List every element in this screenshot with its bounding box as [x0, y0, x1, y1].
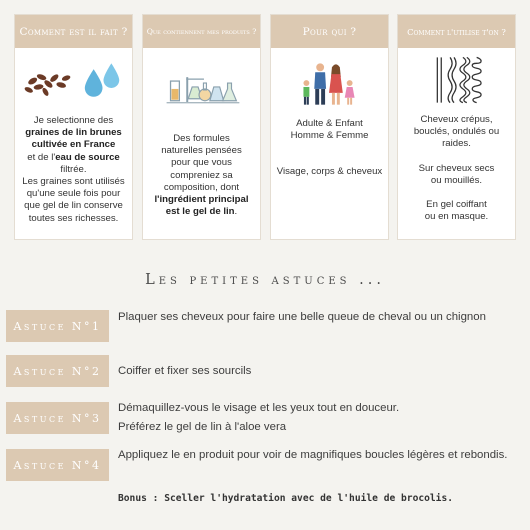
card-title-text: Comment l'utilise t'on ? — [407, 26, 506, 37]
text-line: Je selectionne des — [33, 115, 114, 126]
family-icon — [271, 59, 388, 111]
card-product-contents-title — [143, 15, 260, 48]
text-line: que gel de lin conserve — [24, 200, 123, 212]
section-title — [0, 272, 530, 288]
tip-text-3 — [118, 399, 520, 437]
section-title-text: Les petites astuces ... — [145, 272, 385, 288]
tip-label-3 — [6, 402, 109, 434]
tip-label-text: Astuce N°2 — [13, 364, 102, 378]
text-line: qu'une seule fois pour — [26, 188, 121, 200]
text-line: ou en masque. — [424, 211, 489, 223]
tip-text-line: Démaquillez-vous le visage et les yeux tout en douceur. — [118, 402, 400, 414]
card-how-used-text — [402, 114, 511, 223]
text-fragment-bold: eau de source — [55, 151, 120, 163]
tip-label-text: Astuce N°4 — [13, 458, 102, 472]
tip-text-4: Appliquez le en produit pour voir de magnifiques boucles légères et rebondis. — [118, 449, 508, 461]
text-line: pour que vous — [171, 157, 232, 169]
card-how-made — [14, 14, 133, 240]
text-line-bold: l'ingrédient principal — [154, 194, 249, 206]
tip-text-line: Préférez le gel de lin à l'aloe vera — [118, 421, 287, 433]
tip-label-text: Astuce N°1 — [13, 319, 102, 333]
card-for-whom — [270, 14, 389, 240]
text-line: En gel coiffant — [426, 199, 487, 211]
flax-seeds-water-drops-icon — [15, 59, 132, 111]
text-line: Visage, corps & cheveux — [276, 166, 383, 178]
text-line: Homme & Femme — [290, 130, 369, 142]
text-fragment: . — [234, 206, 238, 218]
card-how-used-title — [398, 15, 515, 48]
card-how-made-text — [19, 115, 128, 225]
text-line: Sur cheveux secs — [418, 162, 495, 174]
hair-types-icon — [398, 55, 515, 107]
card-for-whom-text — [275, 118, 384, 179]
text-line: composition, dont — [163, 181, 240, 193]
text-line: Cheveux crépus, — [420, 114, 493, 125]
text-line: filtrée. — [60, 163, 87, 175]
tip-label-2 — [6, 355, 109, 387]
card-product-contents — [142, 14, 261, 240]
tip-text-1: Plaquer ses cheveux pour faire une belle queue de cheval ou un chignon — [118, 311, 486, 323]
text-fragment: et de l' — [27, 151, 56, 163]
text-line: compreniez sa — [170, 169, 233, 181]
text-line: naturelles pensées — [161, 145, 242, 157]
text-line: Les graines sont utilisés — [22, 176, 125, 188]
info-cards — [0, 0, 530, 250]
card-title-text: Que contiennent mes produits ? — [146, 27, 257, 36]
text-line: toutes ses richesses. — [28, 212, 119, 224]
card-how-used — [397, 14, 516, 240]
text-line: Des formules — [173, 133, 230, 144]
tip-label-text: Astuce N°3 — [13, 411, 102, 425]
card-title-text: Pour qui ? — [302, 25, 357, 38]
text-fragment-bold: est le gel de lin — [165, 206, 235, 218]
text-line: Adulte & Enfant — [296, 118, 363, 129]
card-for-whom-title — [271, 15, 388, 48]
card-title-text: Comment est il fait ? — [19, 25, 128, 38]
card-how-made-title — [15, 15, 132, 48]
tip-label-4 — [6, 449, 109, 481]
tip-text-2: Coiffer et fixer ses sourcils — [118, 365, 252, 377]
text-line: ou mouillés. — [430, 174, 483, 186]
text-line: bouclés, ondulés ou — [413, 126, 500, 138]
card-product-contents-text — [147, 133, 256, 218]
tip-label-1 — [6, 310, 109, 342]
text-line: raides. — [442, 138, 471, 150]
bonus-note: Bonus : Sceller l'hydratation avec de l'huile de brocolis. — [118, 493, 454, 504]
lab-flasks-icon — [143, 59, 260, 111]
text-line-bold: cultivée en France — [31, 139, 116, 151]
text-line-bold: graines de lin brunes — [25, 127, 122, 139]
